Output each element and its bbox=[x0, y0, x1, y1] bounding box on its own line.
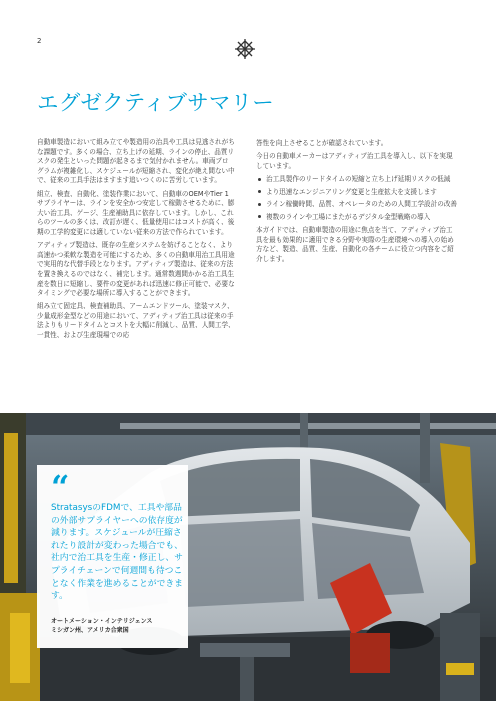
list-item: 治工具製作のリードタイムの短縮と立ち上げ延期リスクの低減 bbox=[256, 175, 458, 183]
list-item: ライン稼働時間、品質、オペレータのための人間工学設計の改善 bbox=[256, 200, 458, 208]
quote-author-location: ミシガン州、アメリカ合衆国 bbox=[51, 627, 129, 634]
bullet-icon bbox=[258, 178, 261, 181]
right-column bbox=[256, 139, 458, 268]
quote-text: StratasysのFDMで、工具や部品の外部サプライヤーへの依存度が減ります。スケジュールが圧縮されたり設計が変わった場合でも、社内で治工具を生産・修正し、サプライチェーンで何週間も待つことなく作業を進めることができます。 bbox=[51, 503, 183, 602]
list-item: より迅速なエンジニアリング変更と生産拡大を支援します bbox=[256, 188, 458, 196]
body-paragraph: 組立、検査、自動化、塗装作業において、自動車のOEMやTier 1サプライヤーは、ラインを安全かつ安定して稼動させるために、膨大い治工具、ゲージ、生産補助具に依存しています。しかし、これらのツールの多くは、改訂が遅く、低量使用にはコストが高く、後期の工学的変更には適していない従来の方法で作られています。 bbox=[37, 189, 235, 236]
bullet-icon bbox=[258, 203, 261, 206]
bullet-icon bbox=[258, 190, 261, 193]
body-paragraph: アディティブ製造は、既存の生産システムを妨げることなく、より高速かつ柔軟な製造を可能にするため、多くの自動車用治工具用途で実用的な代替手段となります。アディティブ製造は、従来の方法を置き換えるのではなく、補完します。通常数週間かかる治工具生産を数日に短縮し、要件の変更があれば迅速に修正可能で、必要なタイミングで必要な場所に導入することができます。 bbox=[37, 241, 235, 298]
quote-author-company: オートメーション・インテリジェンス bbox=[51, 618, 153, 625]
left-column bbox=[37, 138, 235, 344]
body-paragraph: 答性を向上させることが確認されています。 bbox=[256, 139, 388, 147]
page-title: エグゼクティブサマリー bbox=[37, 91, 274, 116]
bullet-icon bbox=[258, 215, 261, 218]
body-paragraph: 組み立て固定具、検査補助具、アームエンドツール、塗装マスク、少量成形金型などの用途において、アディティブ治工具は従来の手法よりもリードタイムとコストを大幅に削減し、品質、人間工学、一貫性、および生産現場での応 bbox=[37, 302, 235, 340]
page-number: 2 bbox=[37, 37, 42, 45]
body-paragraph: 本ガイドでは、自動車製造の用途に焦点を当て、アディティブ治工具を最も効果的に適用できる分野や実際の生産環境への導入の始め方など、製造、品質、生産、自動化の各チームに役立つ内容をご紹介します。 bbox=[256, 226, 454, 263]
quote-mark-icon: “ bbox=[51, 468, 70, 506]
list-item: 複数のラインや工場にまたがるデジタル金型戦略の導入 bbox=[256, 213, 458, 221]
body-paragraph: 自動車製造において組み立てや製造用の治具や工具は見逃されがちな課題です。多くの場合、立ち上げの延期、ラインの停止、品質リスクの発生といった問題が起きるまで気付かれません。車両プログラムが複雑化し、スケジュールが短縮され、変化が絶え間ない中で、従来の工具手法はますます追いつくのに苦労しています。 bbox=[37, 138, 235, 185]
stratasys-logo-icon bbox=[234, 38, 256, 60]
benefit-list bbox=[256, 175, 458, 221]
quote-card bbox=[37, 465, 188, 648]
body-paragraph: 今日の自動車メーカーはアディティブ治工具を導入し、以下を実現しています。 bbox=[256, 152, 453, 170]
quote-author bbox=[51, 617, 188, 635]
